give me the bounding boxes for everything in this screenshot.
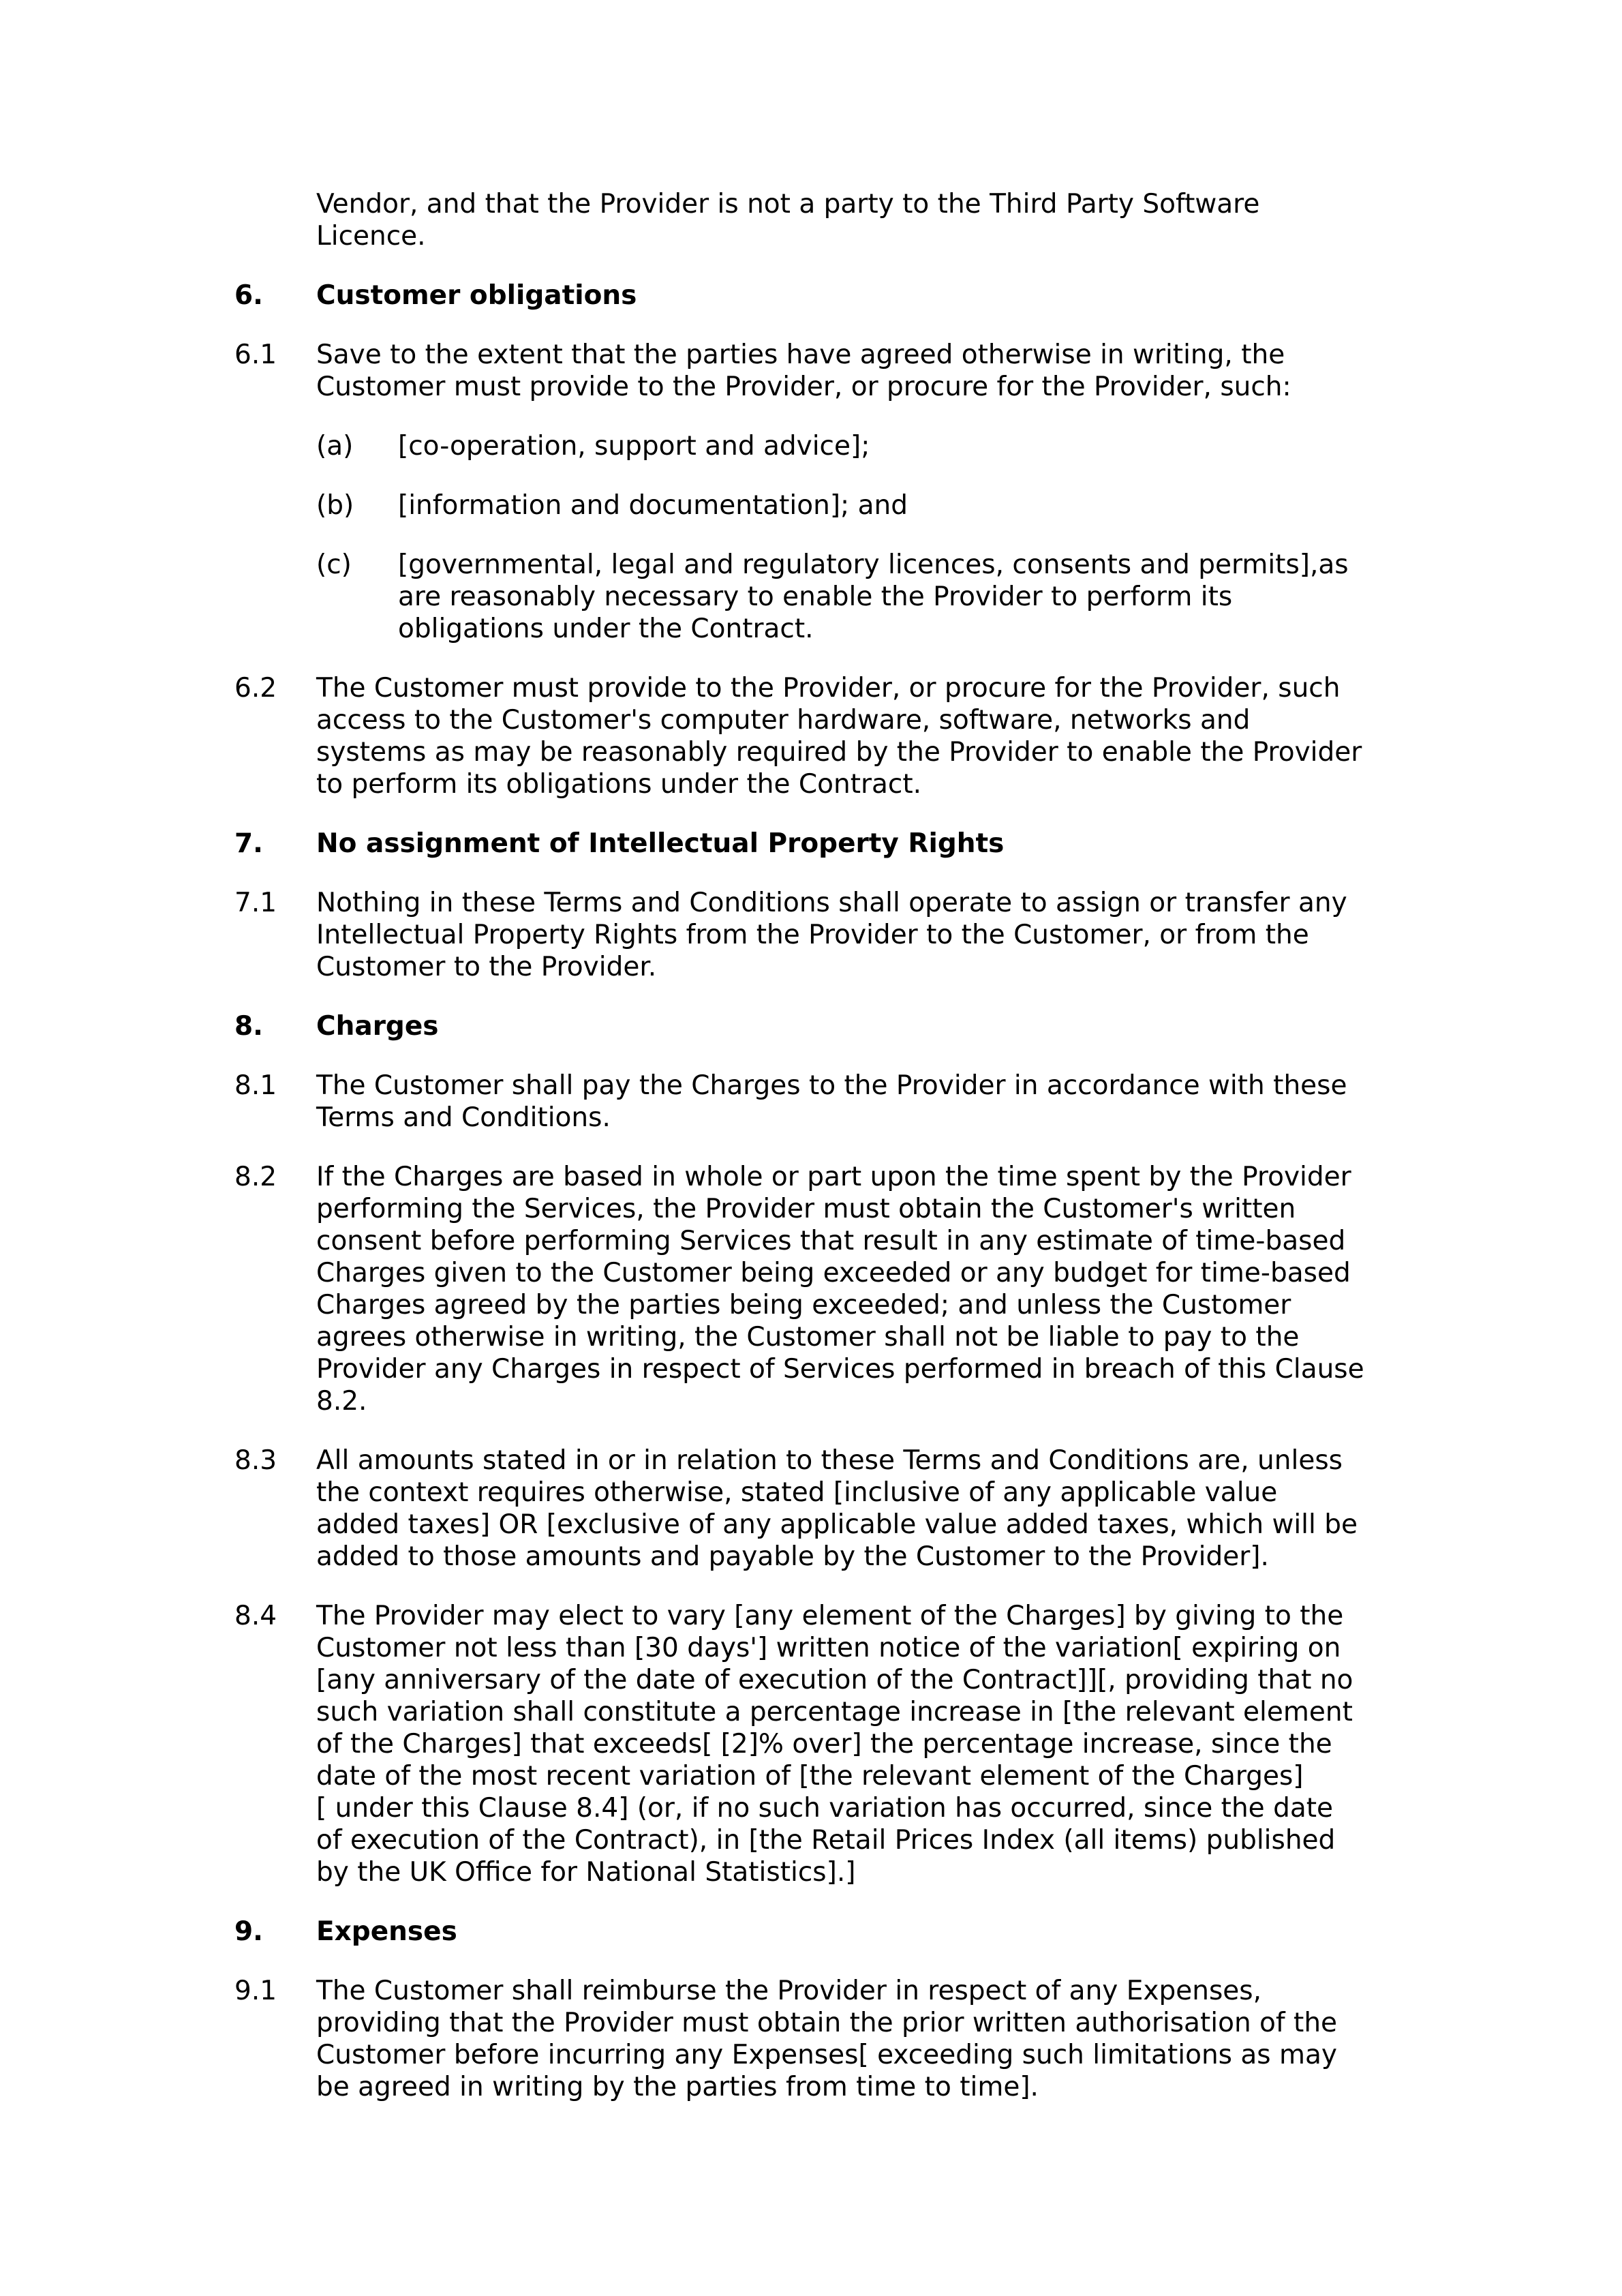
clause-number: 8.2 [234, 1162, 277, 1192]
clause-text: All amounts stated in or in relation to these Terms and Conditions are, unless the context requires otherwise, stated [inclusive of any applicable value added taxes] OR [exclusive of any applicable value added taxes, which will be added to those amounts and payable by the Customer to the Provider]. [316, 1445, 1358, 1572]
subclause-6-1-b [316, 489, 1407, 522]
subclause-6-1-c [316, 549, 1407, 645]
clause-text: The Customer shall pay the Charges to the Provider in accordance with these Terms and Conditions. [316, 1070, 1347, 1133]
clause-text: The Provider may elect to vary [any element of the Charges] by giving to the Customer not less than [30 days'] written notice of the variation[ expiring on [any anniversary of the date of execution of the Contract]][, providing that no such variation shall constitute a percentage increase in [the relevant element of the Charges] that exceeds[ [2]% over] the percentage increase, since the date of the most recent variation of [the relevant element of the Charges] [ under this Clause 8.4] (or, if no such variation has occurred, since the date of execution of the Contract), in [the Retail Prices Index (all items) published by the UK Office for National Statistics].] [316, 1601, 1353, 1888]
section-heading-6 [234, 280, 1407, 312]
clause-text: If the Charges are based in whole or part upon the time spent by the Provider performing the Services, the Provider must obtain the Customer's written consent before performing Services that result in any estimate of time-based Charges given to the Customer being exceeded or any budget for time-based Charges agreed by the parties being exceeded; and unless the Customer agrees otherwise in writing, the Customer shall not be liable to pay to the Provider any Charges in respect of Services performed in breach of this Clause 8.2. [316, 1162, 1364, 1417]
section-title: Expenses [316, 1916, 457, 1947]
section-number: 6. [234, 280, 263, 311]
clause-6-2 [234, 672, 1407, 800]
clause-number: 7.1 [234, 888, 277, 918]
subclause-text: [governmental, legal and regulatory licences, consents and permits],as are reasonably necessary to enable the Provider to perform its obligations under the Contract. [398, 549, 1349, 644]
clause-number: 6.2 [234, 673, 277, 704]
subclause-label: (b) [316, 490, 354, 521]
clause-number: 8.4 [234, 1601, 277, 1631]
clause-8-3 [234, 1445, 1407, 1573]
clause-text: The Customer shall reimburse the Provider in respect of any Expenses, providing that the Provider must obtain the prior written authorisation of the Customer before incurring any Expenses[ exceeding such limitations as may be agreed in writing by the parties from time to time]. [316, 1976, 1338, 2102]
clause-number: 8.3 [234, 1445, 277, 1476]
clause-6-1 [234, 339, 1407, 403]
section-title: No assignment of Intellectual Property Rights [316, 828, 1005, 859]
clause-text: Save to the extent that the parties have agreed otherwise in writing, the Customer must provide to the Provider, or procure for the Provider, such: [316, 339, 1291, 402]
section-number: 9. [234, 1916, 263, 1947]
clause-7-1 [234, 887, 1407, 983]
subclause-text: [information and documentation]; and [398, 490, 908, 521]
continuation-paragraph: Vendor, and that the Provider is not a party to the Third Party Software Licence. [316, 189, 1260, 252]
clause-9-1 [234, 1975, 1407, 2103]
clause-number: 9.1 [234, 1976, 277, 2006]
clause-8-2 [234, 1161, 1407, 1417]
section-heading-7 [234, 828, 1407, 860]
clause-text: Nothing in these Terms and Conditions shall operate to assign or transfer any Intellectual Property Rights from the Provider to the Customer, or from the Customer to the Provider. [316, 888, 1347, 982]
clause-text: The Customer must provide to the Provider, or procure for the Provider, such access to the Customer's computer hardware, software, networks and systems as may be reasonably required by the Provider to enable the Provider to perform its obligations under the Contract. [316, 673, 1362, 800]
section-heading-8 [234, 1010, 1407, 1042]
section-number: 8. [234, 1011, 263, 1042]
section-title: Charges [316, 1011, 439, 1042]
subclause-text: [co-operation, support and advice]; [398, 431, 870, 462]
section-heading-9 [234, 1916, 1407, 1948]
section-title: Customer obligations [316, 280, 637, 311]
clause-number: 8.1 [234, 1070, 277, 1101]
clause-8-1 [234, 1070, 1407, 1134]
subclause-label: (a) [316, 431, 354, 462]
section-number: 7. [234, 828, 263, 859]
clause-8-4 [234, 1600, 1407, 1888]
document-body [234, 188, 1407, 2103]
subclause-6-1-a [316, 430, 1407, 462]
subclause-label: (c) [316, 549, 352, 580]
clause-number: 6.1 [234, 339, 277, 370]
